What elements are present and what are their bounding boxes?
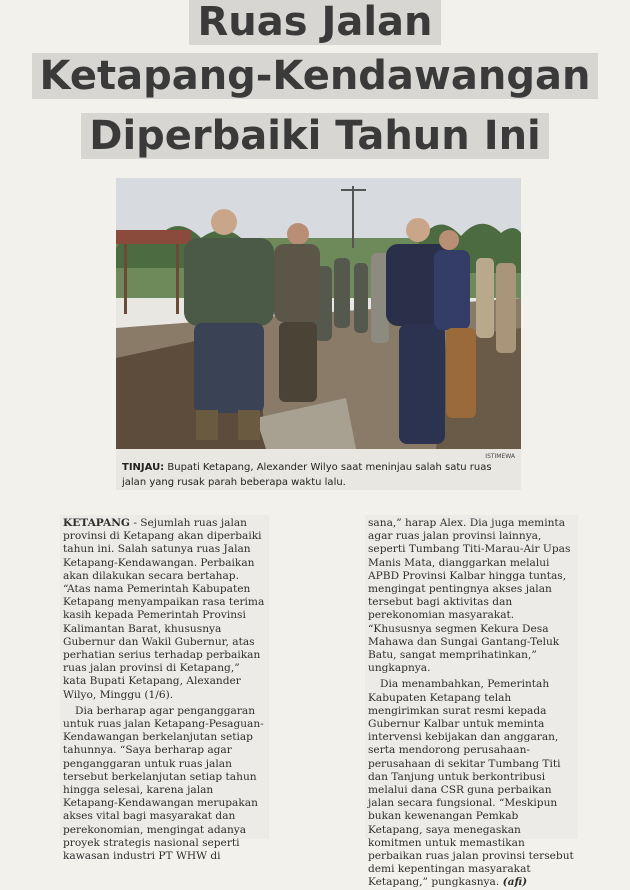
headline-line-1: Ruas Jalan xyxy=(0,0,630,44)
article-paragraph: Dia berharap agar penganggaran untuk ruas jalan Ketapang-Pesaguan-Kendawangan berkelanjutan setiap tahunnya. “Saya berharap agar penganggaran untuk ruas jalan tersebut berkelanjutan setiap tahun hingga selesai, karena jalan Ketapang-Kendawangan merupakan akses vital bagi masyarakat dan perekonomian, mengingat adanya proyek strategis nasional seperti kawasan industri PT WHW di xyxy=(63,704,264,863)
article-column-1 xyxy=(60,515,269,863)
article-paragraph: Dia menambahkan, Pemerintah Kabupaten Ketapang telah mengirimkan surat resmi kepada Gubernur Kalbar untuk meminta intervensi kebijakan dan anggaran, serta mendorong perusahaan-perusahaan di sekitar Tumbang Titi dan Tanjung untuk berkontribusi melalui dana CSR guna perbaikan jalan secara fungsional. “Meskipun bukan kewenangan Pemkab Ketapang, saya menegaskan komitmen untuk memastikan perbaikan ruas jalan provinsi tersebut demi kepentingan masyarakat Ketapang,” pungkasnya. (afi) xyxy=(368,678,574,889)
photo-credit: ISTIMEWA xyxy=(485,453,515,460)
news-photo xyxy=(116,178,521,449)
article-byline: (afi) xyxy=(502,876,528,889)
article-paragraph: sana,” harap Alex. Dia juga meminta agar ruas jalan provinsi lainnya, seperti Tumbang Titi-Marau-Air Upas Manis Mata, dianggarkan melalui APBD Provinsi Kalbar hingga tuntas, mengingat pentingnya akses jalan tersebut bagi aktivitas dan perekonomian masyarakat. “Khususnya segmen Kekura Desa Mahawa dan Sungai Gantang-Teluk Batu, sangat memprihatinkan,” ungkapnya. xyxy=(368,517,571,675)
article-column-2 xyxy=(365,515,578,889)
headline-line-3: Diperbaiki Tahun Ini xyxy=(0,112,630,160)
article-paragraph: KETAPANG - Sejumlah ruas jalan provinsi di Ketapang akan diperbaiki tahun ini. Salah satunya ruas Jalan Ketapang-Kendawangan. Perbaikan akan dilakukan secara bertahap. “Atas nama Pemerintah Kabupaten Ketapang menyampaikan rasa terima kasih kepada Pemerintah Provinsi Kalimantan Barat, khususnya Gubernur dan Wakil Gubernur, atas perhatian serius terhadap perbaikan ruas jalan provinsi di Ketapang,” kata Bupati Ketapang, Alexander Wilyo, Minggu (1/6). xyxy=(63,517,265,701)
caption-label: TINJAU: xyxy=(122,462,165,473)
news-photo-block xyxy=(116,178,521,490)
article-dateline: KETAPANG xyxy=(63,517,130,529)
caption-text: Bupati Ketapang, Alexander Wilyo saat meninjau salah satu ruas jalan yang rusak parah beberapa waktu lalu. xyxy=(122,462,492,488)
photo-caption xyxy=(122,460,514,490)
headline-line-2: Ketapang-Kendawangan xyxy=(0,52,630,100)
road-inspection-photo xyxy=(116,178,521,449)
